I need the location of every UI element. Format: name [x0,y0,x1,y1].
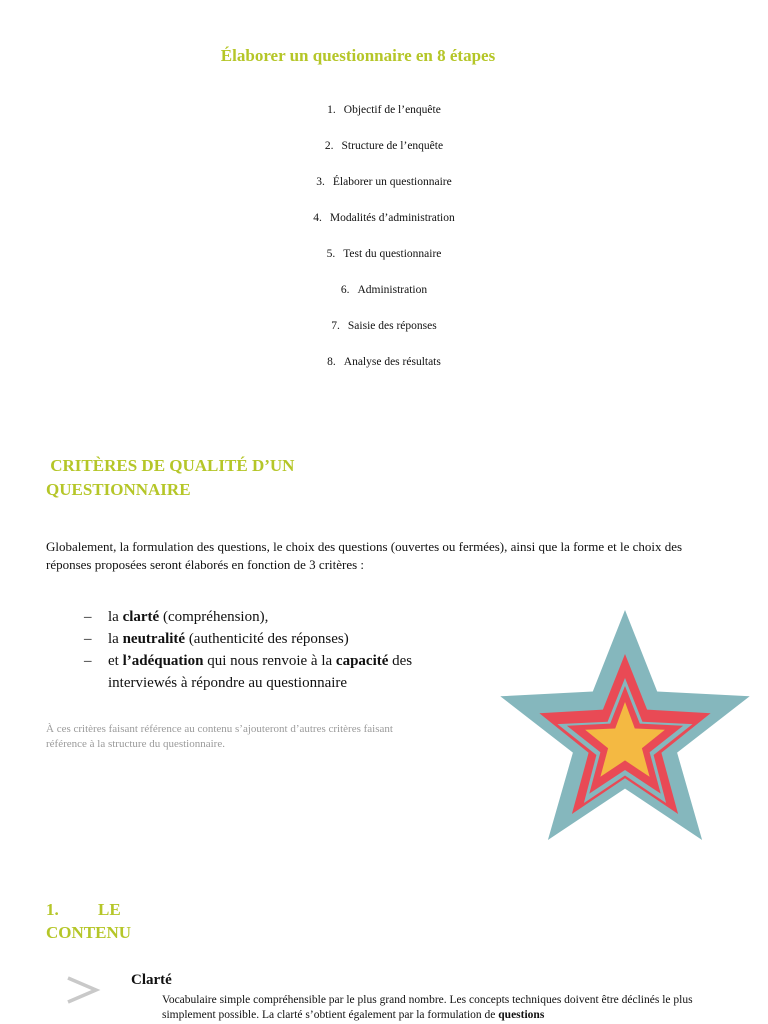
contenu-heading: 1. LE CONTENU [46,900,132,942]
criteria-note: À ces critères faisant référence au contenu s’ajouteront d’autres critères faisant référence à la structure du questionnaire. [46,723,393,750]
list-item: 1. Objectif de l’enquête [327,104,441,116]
star-illustration [498,608,752,842]
list-item: – la clarté (compréhension), [84,609,269,625]
list-item: 8. Analyse des résultats [327,356,441,368]
chevron-right-icon [64,968,104,1008]
list-item: 4. Modalités d’administration [313,212,455,224]
list-item: – la neutralité (authenticité des réponses) [84,631,349,647]
criteria-intro: Globalement, la formulation des questions, le choix des questions (ouvertes ou fermées), ainsi que la forme et le choix des réponses proposées seront élaborés en fonction de 3 critères : [46,539,683,572]
criteria-list [84,606,484,694]
subsection-text: Vocabulaire simple compréhensible par le plus grand nombre. Les concepts techniques doivent être déclinés le plus simplement possible. La clarté s’obtient également par la formulation de questions [162,994,693,1021]
list-item: 6. Administration [340,284,428,296]
list-item: 2. Structure de l’enquête [324,140,444,152]
list-item: 7. Saisie des réponses [331,320,437,332]
subsection-title: Clarté [131,972,172,988]
list-item: 5. Test du questionnaire [326,248,442,260]
criteria-heading: CRITÈRES DE QUALITÉ D’UN QUESTIONNAIRE [46,456,295,499]
list-item: 3. Élaborer un questionnaire [316,176,452,188]
list-item: – et l’adéquation qui nous renvoie à la capacité des interviewés à répondre au questionnaire [84,653,413,691]
page-title: Élaborer un questionnaire en 8 étapes [220,46,496,65]
